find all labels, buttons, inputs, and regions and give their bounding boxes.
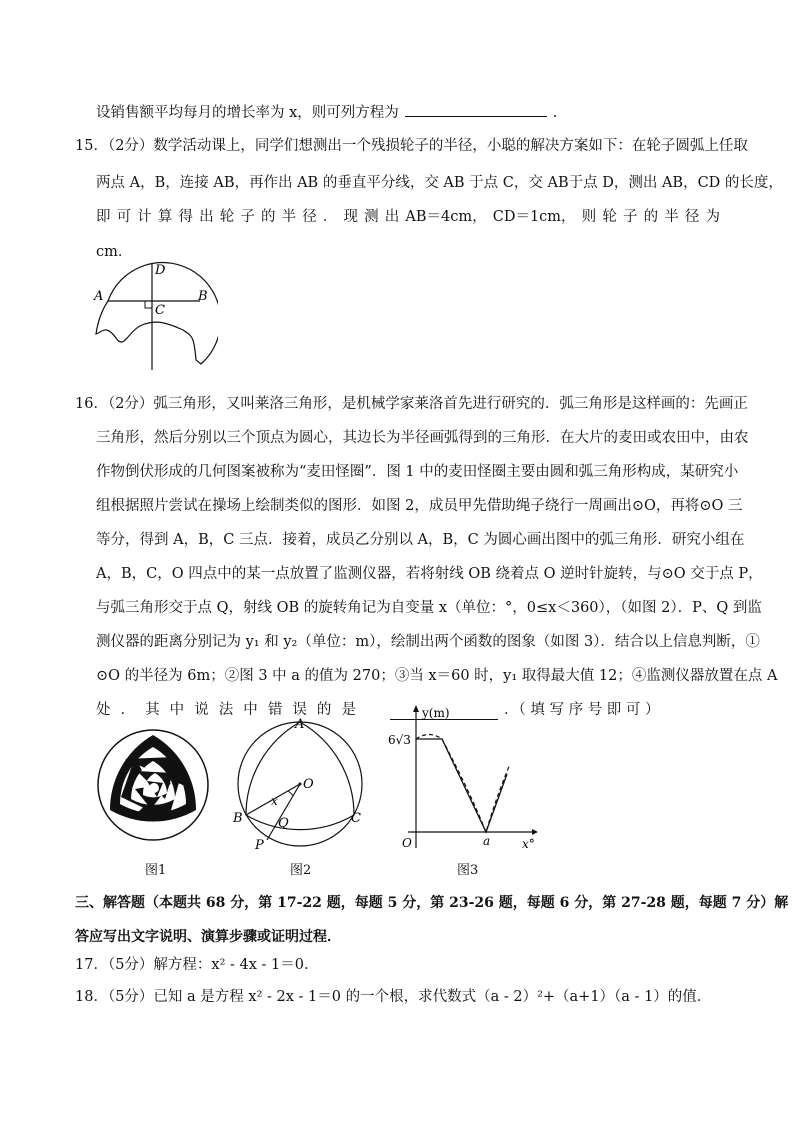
q15-line3-word: 计 <box>137 209 152 225</box>
section3-line1: 三、解答题（本题共 68 分，第 17-22 题，每题 5 分，第 23-26 题，每题 6 分，第 27-28 题，每题 7 分）解 <box>75 895 789 911</box>
q18-line: 18．（5分）已知 a 是方程 x² - 2x - 1＝0 的一个根，求代数式（a - 2）²+（a+1）（a - 1）的值． <box>75 989 712 1005</box>
caption-fig2: 图2 <box>290 863 312 878</box>
q16-line7: 与弧三角形交于点 Q，射线 OB 的旋转角记为自变量 x（单位：°，0≤x＜360），（如图 2）．P、Q 到监 <box>96 600 762 616</box>
q15-line3-word: 得 <box>178 209 193 225</box>
q15-wheel-figure <box>88 258 218 373</box>
q15-line3-word: 半 <box>664 209 679 225</box>
q16-line10-word: 中 <box>243 702 258 718</box>
label-d: D <box>155 263 166 278</box>
q15-line3-word: 现 <box>343 209 358 225</box>
svg-text:O: O <box>402 836 412 850</box>
q16-line1: 16．（2分）弧三角形，又叫莱洛三角形，是机械学家莱洛首先进行研究的．弧三角形是这样画的：先画正 <box>75 396 748 412</box>
q15-line3-word: 半 <box>281 209 297 225</box>
q16-line10-word: 法 <box>218 702 234 718</box>
label-b: B <box>198 289 208 304</box>
q16-line10-word: 是 <box>341 702 356 718</box>
graph-y1-solid <box>416 739 507 832</box>
q16-line6: A，B，C，O 四点中的某一点放置了监测仪器，若将射线 OB 绕着点 O 逆时针旋转，与⊙O 交于点 P， <box>96 566 763 582</box>
svg-text:Q: Q <box>278 816 289 831</box>
q15-line1: 15．（2分）数学活动课上，同学们想测出一个残损轮子的半径，小聪的解决方案如下：在轮子圆弧上任取 <box>75 138 748 154</box>
q15-line3-word: 的 <box>261 209 276 225</box>
q16-line8: 测仪器的距离分别记为 y₁ 和 y₂（单位：m），绘制出两个函数的图象（如图 3）．结合以上信息判断，① <box>96 634 760 650</box>
q16-line10-word: 说 <box>194 702 209 718</box>
svg-text:y(m): y(m) <box>422 706 450 720</box>
ray-op <box>267 784 300 840</box>
q16-line10-word: 错 <box>267 702 283 718</box>
q15-line3-word: 子 <box>240 209 255 225</box>
q15-line2: 两点 A，B，连接 AB，再作出 AB 的垂直平分线，交 AB 于点 C，交 AB于点 D，测出 AB，CD 的长度， <box>96 175 783 191</box>
q15-line3-word: 则 <box>581 209 597 225</box>
q15-line4: cm． <box>96 244 133 260</box>
caption-fig3: 图3 <box>457 863 479 878</box>
q15-line3-word: 出 <box>199 209 214 225</box>
q15-line3-word: 轮 <box>219 209 235 225</box>
svg-text:P: P <box>255 838 264 851</box>
svg-text:A: A <box>295 717 305 732</box>
svg-text:x°: x° <box>522 837 535 851</box>
q15-line3-word: 为 <box>705 209 720 225</box>
q15-line3-word: AB＝4cm， <box>405 209 487 225</box>
q15-line3-word: 测 <box>364 209 379 225</box>
q15-line3-word: 轮 <box>602 209 617 225</box>
q16-line10-word: 其 <box>145 702 160 718</box>
figure3-graph <box>380 702 550 854</box>
q15-line3-word: ． <box>322 209 338 225</box>
q15-line3-word: 即 <box>96 209 111 225</box>
label-c: C <box>155 303 165 318</box>
q16-line10-end: ．（ 填 写 序 号 即 可 ） <box>504 702 660 718</box>
svg-text:x: x <box>271 794 278 808</box>
q16-line2: 三角形，然后分别以三个顶点为圆心，其边长为半径画弧得到的三角形．在大片的麦田或农田中，由农 <box>96 430 749 446</box>
right-angle-mark <box>145 301 152 308</box>
label-a: A <box>94 289 104 304</box>
q15-line3-word: 出 <box>384 209 400 225</box>
caption-fig1: 图1 <box>145 863 167 878</box>
q15-line3-word: 径 <box>684 209 700 225</box>
section3-line2: 答应写出文字说明、演算步骤或证明过程． <box>75 929 341 945</box>
q14-tail-text: 设销售额平均每月的增长率为 x，则可列方程为 <box>96 105 399 121</box>
figure2-circle-reuleaux <box>225 716 375 851</box>
q16-line10-word: 中 <box>169 702 185 718</box>
q15-line3-word: 径 <box>302 209 317 225</box>
q16-line10-word: 的 <box>316 702 332 718</box>
q16-line10-word: 误 <box>292 702 307 718</box>
q14-tail-line <box>96 101 720 123</box>
q15-line3-word: 的 <box>643 209 659 225</box>
q16-line5: 等分，得到 A，B，C 三点．接着，成员乙分别以 A，B，C 为圆心画出图中的弧三角形．研究小组在 <box>96 532 745 548</box>
q16-line9: ⊙O 的半径为 6m；②图 3 中 a 的值为 270；③当 x＝60 时，y₁ 取得最大值 12；④监测仪器放置在点 A <box>96 668 778 684</box>
q15-line3-word: 算 <box>157 209 173 225</box>
svg-text:O: O <box>303 777 314 792</box>
q15-line3-word: CD＝1cm， <box>492 209 576 225</box>
svg-text:B: B <box>233 811 243 826</box>
figure1-crop-circle <box>95 727 211 843</box>
q15-line3-word: 可 <box>116 209 132 225</box>
q15-line3 <box>96 207 720 227</box>
q15-line3-word: 子 <box>622 209 638 225</box>
svg-text:C: C <box>351 811 361 826</box>
q16-line10-word: ． <box>120 702 136 718</box>
q16-line10-word: 处 <box>96 702 111 718</box>
q14-tail-end: . <box>552 105 558 121</box>
q14-answer-blank <box>405 101 547 117</box>
q17-line: 17．（5分）解方程：x² - 4x - 1＝0． <box>75 957 319 973</box>
q16-line3: 作物倒伏形成的几何图案被称为“麦田怪圈”．图 1 中的麦田怪圈主要由圆和弧三角形构成，某研究小 <box>96 464 739 480</box>
svg-text:a: a <box>483 834 491 848</box>
q16-line4: 组根据照片尝试在操场上绘制类似的图形．如图 2，成员甲先借助绳子绕行一周画出⊙O，再将⊙O 三 <box>96 498 743 514</box>
svg-text:6√3: 6√3 <box>388 733 411 747</box>
